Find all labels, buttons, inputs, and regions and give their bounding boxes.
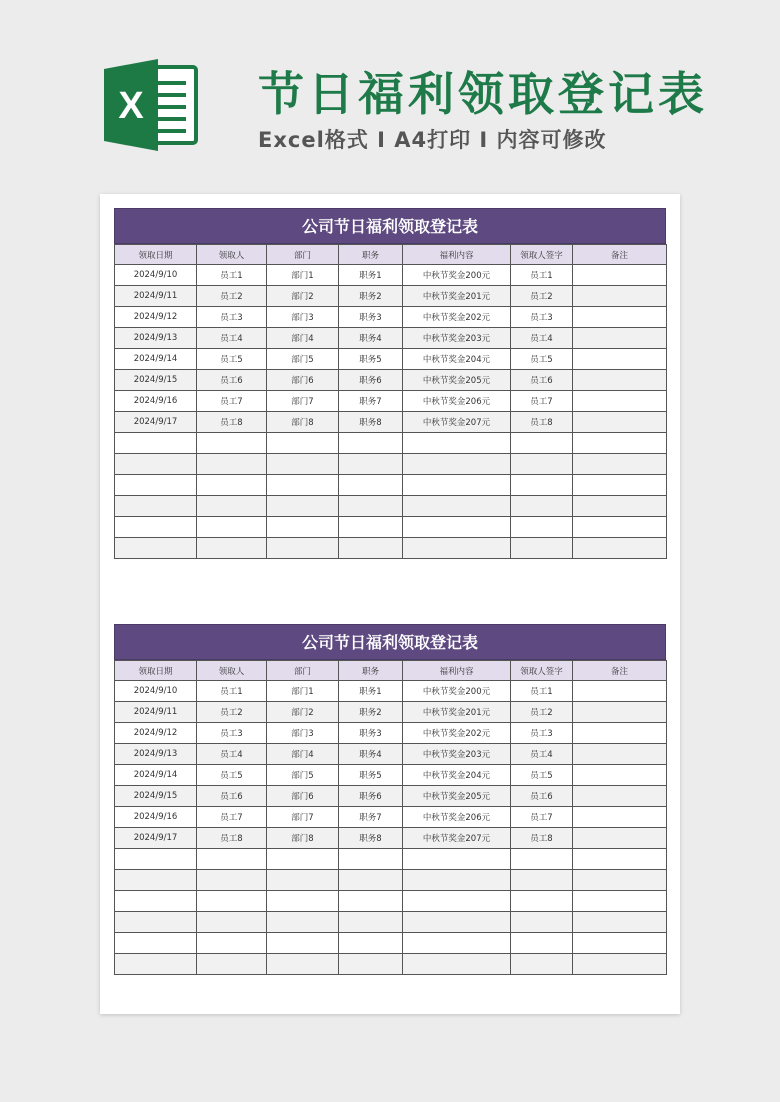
- table-cell[interactable]: [573, 870, 667, 891]
- table-cell[interactable]: [339, 517, 403, 538]
- table-cell[interactable]: 员工6: [197, 370, 267, 391]
- table-cell[interactable]: [573, 433, 667, 454]
- table-cell[interactable]: 部门6: [267, 786, 339, 807]
- table-cell[interactable]: [197, 891, 267, 912]
- table-cell[interactable]: [403, 496, 511, 517]
- table-cell[interactable]: 职务8: [339, 412, 403, 433]
- table-cell[interactable]: 职务5: [339, 349, 403, 370]
- table-cell[interactable]: [403, 849, 511, 870]
- table-cell[interactable]: [339, 933, 403, 954]
- table-cell[interactable]: 中秋节奖金201元: [403, 286, 511, 307]
- table-cell[interactable]: [573, 933, 667, 954]
- table-cell[interactable]: [511, 475, 573, 496]
- table-cell[interactable]: 部门5: [267, 349, 339, 370]
- column-header: 领取人: [197, 661, 267, 681]
- table-cell[interactable]: 2024/9/12: [115, 307, 197, 328]
- column-header: 职务: [339, 661, 403, 681]
- table-cell[interactable]: [267, 517, 339, 538]
- table-cell[interactable]: [403, 517, 511, 538]
- table-cell[interactable]: 2024/9/16: [115, 391, 197, 412]
- table-cell[interactable]: [573, 328, 667, 349]
- table-cell[interactable]: 员工8: [511, 828, 573, 849]
- table-cell[interactable]: 职务8: [339, 828, 403, 849]
- table-cell[interactable]: [197, 475, 267, 496]
- table-cell[interactable]: [115, 849, 197, 870]
- table-cell[interactable]: 员工5: [511, 349, 573, 370]
- table-cell[interactable]: 职务3: [339, 307, 403, 328]
- table-cell[interactable]: [573, 849, 667, 870]
- table-cell[interactable]: 中秋节奖金204元: [403, 349, 511, 370]
- table-cell[interactable]: 中秋节奖金204元: [403, 765, 511, 786]
- table-cell[interactable]: 部门3: [267, 307, 339, 328]
- table-cell[interactable]: 员工3: [511, 723, 573, 744]
- column-header: 部门: [267, 245, 339, 265]
- table-cell[interactable]: [403, 891, 511, 912]
- table-cell[interactable]: 中秋节奖金206元: [403, 807, 511, 828]
- table-cell[interactable]: [573, 681, 667, 702]
- table-cell[interactable]: 员工3: [197, 307, 267, 328]
- table-cell[interactable]: [403, 933, 511, 954]
- table-cell[interactable]: [339, 891, 403, 912]
- table-cell[interactable]: [403, 433, 511, 454]
- table-cell[interactable]: [511, 891, 573, 912]
- column-header: 福利内容: [403, 245, 511, 265]
- table-cell[interactable]: 中秋节奖金203元: [403, 744, 511, 765]
- table-cell[interactable]: 员工7: [511, 391, 573, 412]
- table-cell[interactable]: 员工4: [511, 744, 573, 765]
- table-cell[interactable]: [573, 286, 667, 307]
- table-cell[interactable]: [573, 370, 667, 391]
- table-cell[interactable]: [267, 891, 339, 912]
- table-cell[interactable]: 部门6: [267, 370, 339, 391]
- table-cell[interactable]: [197, 870, 267, 891]
- table-cell[interactable]: [115, 475, 197, 496]
- table-cell[interactable]: 职务7: [339, 807, 403, 828]
- table-cell[interactable]: 员工3: [511, 307, 573, 328]
- table-cell[interactable]: 员工7: [511, 807, 573, 828]
- table-cell[interactable]: 2024/9/10: [115, 681, 197, 702]
- table-title: 公司节日福利领取登记表: [114, 208, 666, 244]
- table-cell[interactable]: 中秋节奖金206元: [403, 391, 511, 412]
- table-cell[interactable]: 中秋节奖金202元: [403, 723, 511, 744]
- table-row: [115, 349, 667, 370]
- table-cell[interactable]: 中秋节奖金207元: [403, 412, 511, 433]
- table-cell[interactable]: 2024/9/16: [115, 807, 197, 828]
- excel-logo-icon: [100, 55, 200, 155]
- table-cell[interactable]: 员工7: [197, 807, 267, 828]
- table-row: [115, 807, 667, 828]
- column-header: 备注: [573, 245, 667, 265]
- table-cell[interactable]: [267, 433, 339, 454]
- table-cell[interactable]: 员工4: [511, 328, 573, 349]
- table-cell[interactable]: 2024/9/17: [115, 828, 197, 849]
- table-cell[interactable]: [339, 454, 403, 475]
- page-subtitle: Excel格式 I A4打印 I 内容可修改: [258, 128, 607, 152]
- table-cell[interactable]: 员工1: [197, 681, 267, 702]
- table-cell[interactable]: [339, 912, 403, 933]
- table-cell[interactable]: [339, 538, 403, 559]
- table-cell[interactable]: 员工6: [511, 786, 573, 807]
- table-row: [115, 702, 667, 723]
- table-cell[interactable]: [573, 807, 667, 828]
- table-cell[interactable]: [115, 517, 197, 538]
- table-cell[interactable]: [573, 496, 667, 517]
- table-cell[interactable]: 2024/9/10: [115, 265, 197, 286]
- table-cell[interactable]: [339, 433, 403, 454]
- table-cell[interactable]: [511, 496, 573, 517]
- table-row: [115, 828, 667, 849]
- table-row: [115, 723, 667, 744]
- table-cell[interactable]: [115, 954, 197, 975]
- table-row: [115, 954, 667, 975]
- table-cell[interactable]: 职务7: [339, 391, 403, 412]
- table-cell[interactable]: [197, 954, 267, 975]
- table-cell[interactable]: [197, 433, 267, 454]
- table-row: [115, 433, 667, 454]
- table-cell[interactable]: [573, 265, 667, 286]
- table-cell[interactable]: 部门2: [267, 286, 339, 307]
- table-cell[interactable]: 职务1: [339, 265, 403, 286]
- table-cell[interactable]: 职务4: [339, 744, 403, 765]
- column-header: 领取人签字: [511, 661, 573, 681]
- table-cell[interactable]: [267, 933, 339, 954]
- table-cell[interactable]: 2024/9/15: [115, 786, 197, 807]
- table-cell[interactable]: [573, 954, 667, 975]
- table-row: [115, 265, 667, 286]
- column-header: 领取日期: [115, 245, 197, 265]
- table-cell[interactable]: [511, 912, 573, 933]
- table-cell[interactable]: [511, 454, 573, 475]
- table-cell[interactable]: 员工6: [197, 786, 267, 807]
- column-header: 备注: [573, 661, 667, 681]
- table-cell[interactable]: 员工4: [197, 744, 267, 765]
- table-cell[interactable]: 2024/9/11: [115, 286, 197, 307]
- table-cell[interactable]: [573, 538, 667, 559]
- table-cell[interactable]: [511, 538, 573, 559]
- table-cell[interactable]: 中秋节奖金200元: [403, 681, 511, 702]
- table-cell[interactable]: [267, 475, 339, 496]
- table-cell[interactable]: [573, 744, 667, 765]
- table-cell[interactable]: 中秋节奖金202元: [403, 307, 511, 328]
- table-cell[interactable]: [573, 454, 667, 475]
- logo-letter: X: [118, 85, 144, 127]
- table-cell[interactable]: [403, 454, 511, 475]
- table-cell[interactable]: 员工5: [197, 765, 267, 786]
- table-cell[interactable]: [197, 538, 267, 559]
- table-cell[interactable]: [511, 517, 573, 538]
- table-cell[interactable]: 员工8: [197, 828, 267, 849]
- table-cell[interactable]: 2024/9/15: [115, 370, 197, 391]
- table-cell[interactable]: 职务1: [339, 681, 403, 702]
- table-row: [115, 412, 667, 433]
- table-cell[interactable]: 部门7: [267, 807, 339, 828]
- table-row: [115, 870, 667, 891]
- table-row: [115, 391, 667, 412]
- table-cell[interactable]: [511, 870, 573, 891]
- table-cell[interactable]: [573, 412, 667, 433]
- page-header: [0, 0, 780, 190]
- table-cell[interactable]: 职务4: [339, 328, 403, 349]
- column-header: 部门: [267, 661, 339, 681]
- table-row: [115, 538, 667, 559]
- table-cell[interactable]: [115, 891, 197, 912]
- table-cell[interactable]: 员工3: [197, 723, 267, 744]
- table-cell[interactable]: 职务6: [339, 370, 403, 391]
- table-cell[interactable]: [267, 954, 339, 975]
- table-cell[interactable]: 部门1: [267, 265, 339, 286]
- table-cell[interactable]: [573, 912, 667, 933]
- table-cell[interactable]: [267, 454, 339, 475]
- register-table-1: [114, 208, 666, 559]
- table-cell[interactable]: 员工7: [197, 391, 267, 412]
- table-cell[interactable]: 员工1: [511, 265, 573, 286]
- table-cell[interactable]: 员工2: [511, 702, 573, 723]
- table-cell[interactable]: [339, 475, 403, 496]
- table-cell[interactable]: [403, 870, 511, 891]
- table-cell[interactable]: [573, 517, 667, 538]
- table-cell[interactable]: 员工2: [197, 702, 267, 723]
- table-cell[interactable]: 中秋节奖金203元: [403, 328, 511, 349]
- table-cell[interactable]: 部门7: [267, 391, 339, 412]
- table-cell[interactable]: 员工8: [197, 412, 267, 433]
- table-cell[interactable]: [511, 433, 573, 454]
- table-cell[interactable]: [403, 475, 511, 496]
- table-cell[interactable]: [267, 538, 339, 559]
- table-cell[interactable]: [573, 391, 667, 412]
- table-cell[interactable]: 2024/9/11: [115, 702, 197, 723]
- table-cell[interactable]: [115, 454, 197, 475]
- table-cell[interactable]: [511, 933, 573, 954]
- table-cell[interactable]: [339, 849, 403, 870]
- table-row: [115, 475, 667, 496]
- table-row: [115, 517, 667, 538]
- table-cell[interactable]: 中秋节奖金201元: [403, 702, 511, 723]
- register-table: [114, 660, 667, 975]
- table-cell[interactable]: [115, 433, 197, 454]
- table-cell[interactable]: 职务5: [339, 765, 403, 786]
- table-cell[interactable]: [267, 496, 339, 517]
- column-header: 领取人签字: [511, 245, 573, 265]
- table-cell[interactable]: 员工5: [197, 349, 267, 370]
- table-row: [115, 370, 667, 391]
- table-cell[interactable]: [573, 786, 667, 807]
- table-cell[interactable]: 部门4: [267, 328, 339, 349]
- table-cell[interactable]: 中秋节奖金200元: [403, 265, 511, 286]
- table-cell[interactable]: [339, 496, 403, 517]
- table-cell[interactable]: [573, 723, 667, 744]
- table-cell[interactable]: 中秋节奖金205元: [403, 370, 511, 391]
- table-cell[interactable]: 员工5: [511, 765, 573, 786]
- table-cell[interactable]: 中秋节奖金207元: [403, 828, 511, 849]
- column-header: 福利内容: [403, 661, 511, 681]
- table-cell[interactable]: 职务6: [339, 786, 403, 807]
- table-cell[interactable]: 部门4: [267, 744, 339, 765]
- column-header-row: [115, 661, 667, 681]
- table-row: [115, 744, 667, 765]
- table-cell[interactable]: 职务3: [339, 723, 403, 744]
- table-cell[interactable]: [197, 933, 267, 954]
- table-row: [115, 786, 667, 807]
- table-cell[interactable]: [197, 912, 267, 933]
- table-cell[interactable]: [115, 870, 197, 891]
- table-cell[interactable]: 部门5: [267, 765, 339, 786]
- table-cell[interactable]: [573, 475, 667, 496]
- table-row: [115, 496, 667, 517]
- table-cell[interactable]: 2024/9/13: [115, 744, 197, 765]
- table-cell[interactable]: 员工6: [511, 370, 573, 391]
- table-cell[interactable]: [197, 849, 267, 870]
- table-cell[interactable]: [573, 307, 667, 328]
- table-row: [115, 681, 667, 702]
- table-cell[interactable]: [573, 349, 667, 370]
- table-row: [115, 933, 667, 954]
- table-cell[interactable]: [115, 912, 197, 933]
- table-cell[interactable]: 部门1: [267, 681, 339, 702]
- table-row: [115, 912, 667, 933]
- table-cell[interactable]: [403, 954, 511, 975]
- table-cell[interactable]: 2024/9/17: [115, 412, 197, 433]
- table-row: [115, 849, 667, 870]
- table-cell[interactable]: 员工1: [197, 265, 267, 286]
- table-cell[interactable]: [339, 954, 403, 975]
- table-cell[interactable]: 2024/9/14: [115, 765, 197, 786]
- table-cell[interactable]: 中秋节奖金205元: [403, 786, 511, 807]
- table-cell[interactable]: 部门2: [267, 702, 339, 723]
- table-row: [115, 891, 667, 912]
- table-cell[interactable]: [115, 933, 197, 954]
- table-cell[interactable]: [511, 954, 573, 975]
- table-cell[interactable]: [573, 891, 667, 912]
- table-cell[interactable]: 2024/9/12: [115, 723, 197, 744]
- register-table: [114, 244, 667, 559]
- table-cell[interactable]: 员工4: [197, 328, 267, 349]
- table-row: [115, 765, 667, 786]
- table-cell[interactable]: [197, 496, 267, 517]
- table-cell[interactable]: [573, 828, 667, 849]
- table-cell[interactable]: [267, 870, 339, 891]
- table-cell[interactable]: [573, 765, 667, 786]
- table-cell[interactable]: 2024/9/13: [115, 328, 197, 349]
- table-cell[interactable]: [115, 538, 197, 559]
- table-cell[interactable]: 部门3: [267, 723, 339, 744]
- table-cell[interactable]: 员工2: [197, 286, 267, 307]
- page-title: 节日福利领取登记表: [258, 67, 708, 121]
- table-cell[interactable]: [267, 912, 339, 933]
- register-table-2: [114, 624, 666, 975]
- table-cell[interactable]: [197, 517, 267, 538]
- table-row: [115, 328, 667, 349]
- table-cell[interactable]: [573, 702, 667, 723]
- column-header-row: [115, 245, 667, 265]
- table-cell[interactable]: 员工1: [511, 681, 573, 702]
- column-header: 领取日期: [115, 661, 197, 681]
- table-cell[interactable]: [267, 849, 339, 870]
- table-cell[interactable]: 部门8: [267, 828, 339, 849]
- column-header: 职务: [339, 245, 403, 265]
- table-cell[interactable]: [115, 496, 197, 517]
- table-row: [115, 454, 667, 475]
- table-title: 公司节日福利领取登记表: [114, 624, 666, 660]
- table-cell[interactable]: 职务2: [339, 286, 403, 307]
- table-cell[interactable]: 部门8: [267, 412, 339, 433]
- table-row: [115, 307, 667, 328]
- table-cell[interactable]: [403, 538, 511, 559]
- table-cell[interactable]: [511, 849, 573, 870]
- table-cell[interactable]: [403, 912, 511, 933]
- table-cell[interactable]: 员工2: [511, 286, 573, 307]
- column-header: 领取人: [197, 245, 267, 265]
- table-cell[interactable]: [197, 454, 267, 475]
- table-cell[interactable]: [339, 870, 403, 891]
- table-cell[interactable]: 2024/9/14: [115, 349, 197, 370]
- table-cell[interactable]: 员工8: [511, 412, 573, 433]
- document-sheet: [100, 194, 680, 1014]
- table-cell[interactable]: 职务2: [339, 702, 403, 723]
- table-row: [115, 286, 667, 307]
